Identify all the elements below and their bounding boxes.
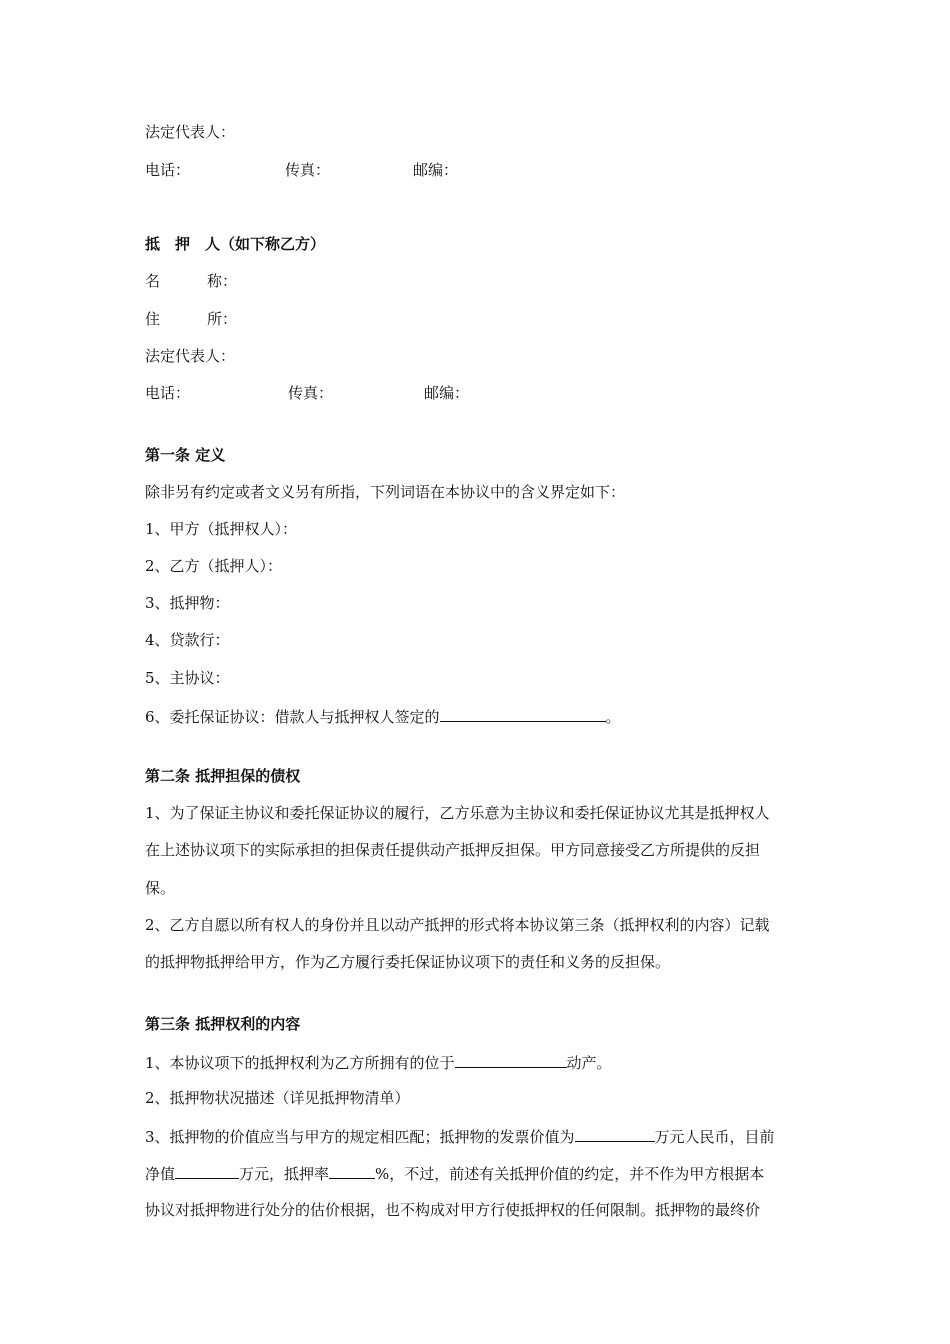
party-a-contact-line (145, 160, 458, 180)
article-3-p3-text-3: %，不过，前述有关抵押价值的约定，并不作为甲方根据本 (375, 1165, 765, 1183)
invoice-value-blank (575, 1125, 655, 1142)
party-b-fax-label: 传真： (288, 384, 334, 402)
contract-name-blank (440, 705, 606, 722)
party-b-tel-label: 电话： (145, 384, 191, 402)
article-3-p3-line-3: 协议对抵押物进行处分的估价根据，也不构成对甲方行使抵押权的任何限制。抵押物的最终价 (145, 1201, 761, 1219)
article-1-item-6 (145, 705, 621, 727)
article-3-p1 (145, 1051, 612, 1073)
article-1-intro: 除非另有约定或者文义另有所指，下列词语在本协议中的含义界定如下： (145, 483, 626, 501)
article-2-p1-line-2: 在上述协议项下的实际承担的担保责任提供动产抵押反担保。甲方同意接受乙方所提供的反担 (145, 841, 761, 859)
party-b-name-label-b: 称： (207, 272, 238, 290)
party-b-rep: 法定代表人： (145, 347, 236, 365)
party-a-tel-label: 电话： (145, 161, 191, 179)
article-1-item-6-text: 6、委托保证协议：借款人与抵押权人签定的 (145, 708, 440, 726)
article-3-p3-text-2: 万元人民币，目前 (654, 1128, 775, 1146)
article-1-item-3: 3、抵押物： (145, 594, 230, 612)
article-1-item-2: 2、乙方（抵押人）： (145, 557, 283, 575)
article-1-item-1: 1、甲方（抵押权人）： (145, 520, 298, 538)
party-b-name-line (145, 271, 237, 291)
article-3-p3-line-1 (145, 1125, 775, 1147)
net-value-blank (175, 1162, 239, 1179)
article-3-p2: 2、抵押物状况描述（详见抵押物清单） (145, 1089, 410, 1107)
party-a-fax-label: 传真： (285, 161, 331, 179)
article-2-title: 第二条 抵押担保的债权 (145, 767, 301, 785)
article-3-p3-rate-label: 万元，抵押率 (239, 1165, 330, 1183)
party-b-zip-label: 邮编： (424, 384, 470, 402)
party-b-name-label-a: 名 (145, 272, 161, 290)
mortgage-rate-blank (329, 1162, 375, 1179)
party-b-contact-line (145, 383, 469, 403)
article-2-p2-line-1: 2、乙方自愿以所有权人的身份并且以动产抵押的形式将本协议第三条（抵押权利的内容）记载 (145, 916, 770, 934)
party-b-address-label-a: 住 (145, 310, 161, 328)
article-1-item-4: 4、贷款行： (145, 631, 230, 649)
article-3-p3-text-1: 3、抵押物的价值应当与甲方的规定相匹配；抵押物的发票价值为 (145, 1128, 575, 1146)
party-a-rep (145, 122, 235, 142)
party-b-address-line (145, 309, 237, 329)
article-1-item-5: 5、主协议： (145, 669, 230, 687)
article-1-title: 第一条 定义 (145, 446, 226, 464)
article-3-p3-net-label: 净值 (145, 1165, 176, 1183)
article-1-item-6-end: 。 (605, 708, 621, 726)
party-a-rep-label: 法定代表人： (145, 123, 236, 141)
article-3-p1-end: 动产。 (566, 1054, 612, 1072)
party-b-heading: 抵 押 人（如下称乙方） (145, 235, 326, 253)
location-blank (455, 1051, 567, 1068)
article-3-p3-line-2 (145, 1162, 764, 1184)
article-2-p2-line-2: 的抵押物抵押给甲方，作为乙方履行委托保证协议项下的责任和义务的反担保。 (145, 953, 671, 971)
party-b-address-label-b: 所： (207, 310, 238, 328)
article-2-p1-line-1: 1、为了保证主协议和委托保证协议的履行，乙方乐意为主协议和委托保证协议尤其是抵押权人 (145, 804, 770, 822)
article-3-p1-text: 1、本协议项下的抵押权利为乙方所拥有的位于 (145, 1054, 455, 1072)
article-2-p1-line-3: 保。 (145, 879, 176, 897)
party-a-zip-label: 邮编： (413, 161, 459, 179)
article-3-title: 第三条 抵押权利的内容 (145, 1015, 301, 1033)
